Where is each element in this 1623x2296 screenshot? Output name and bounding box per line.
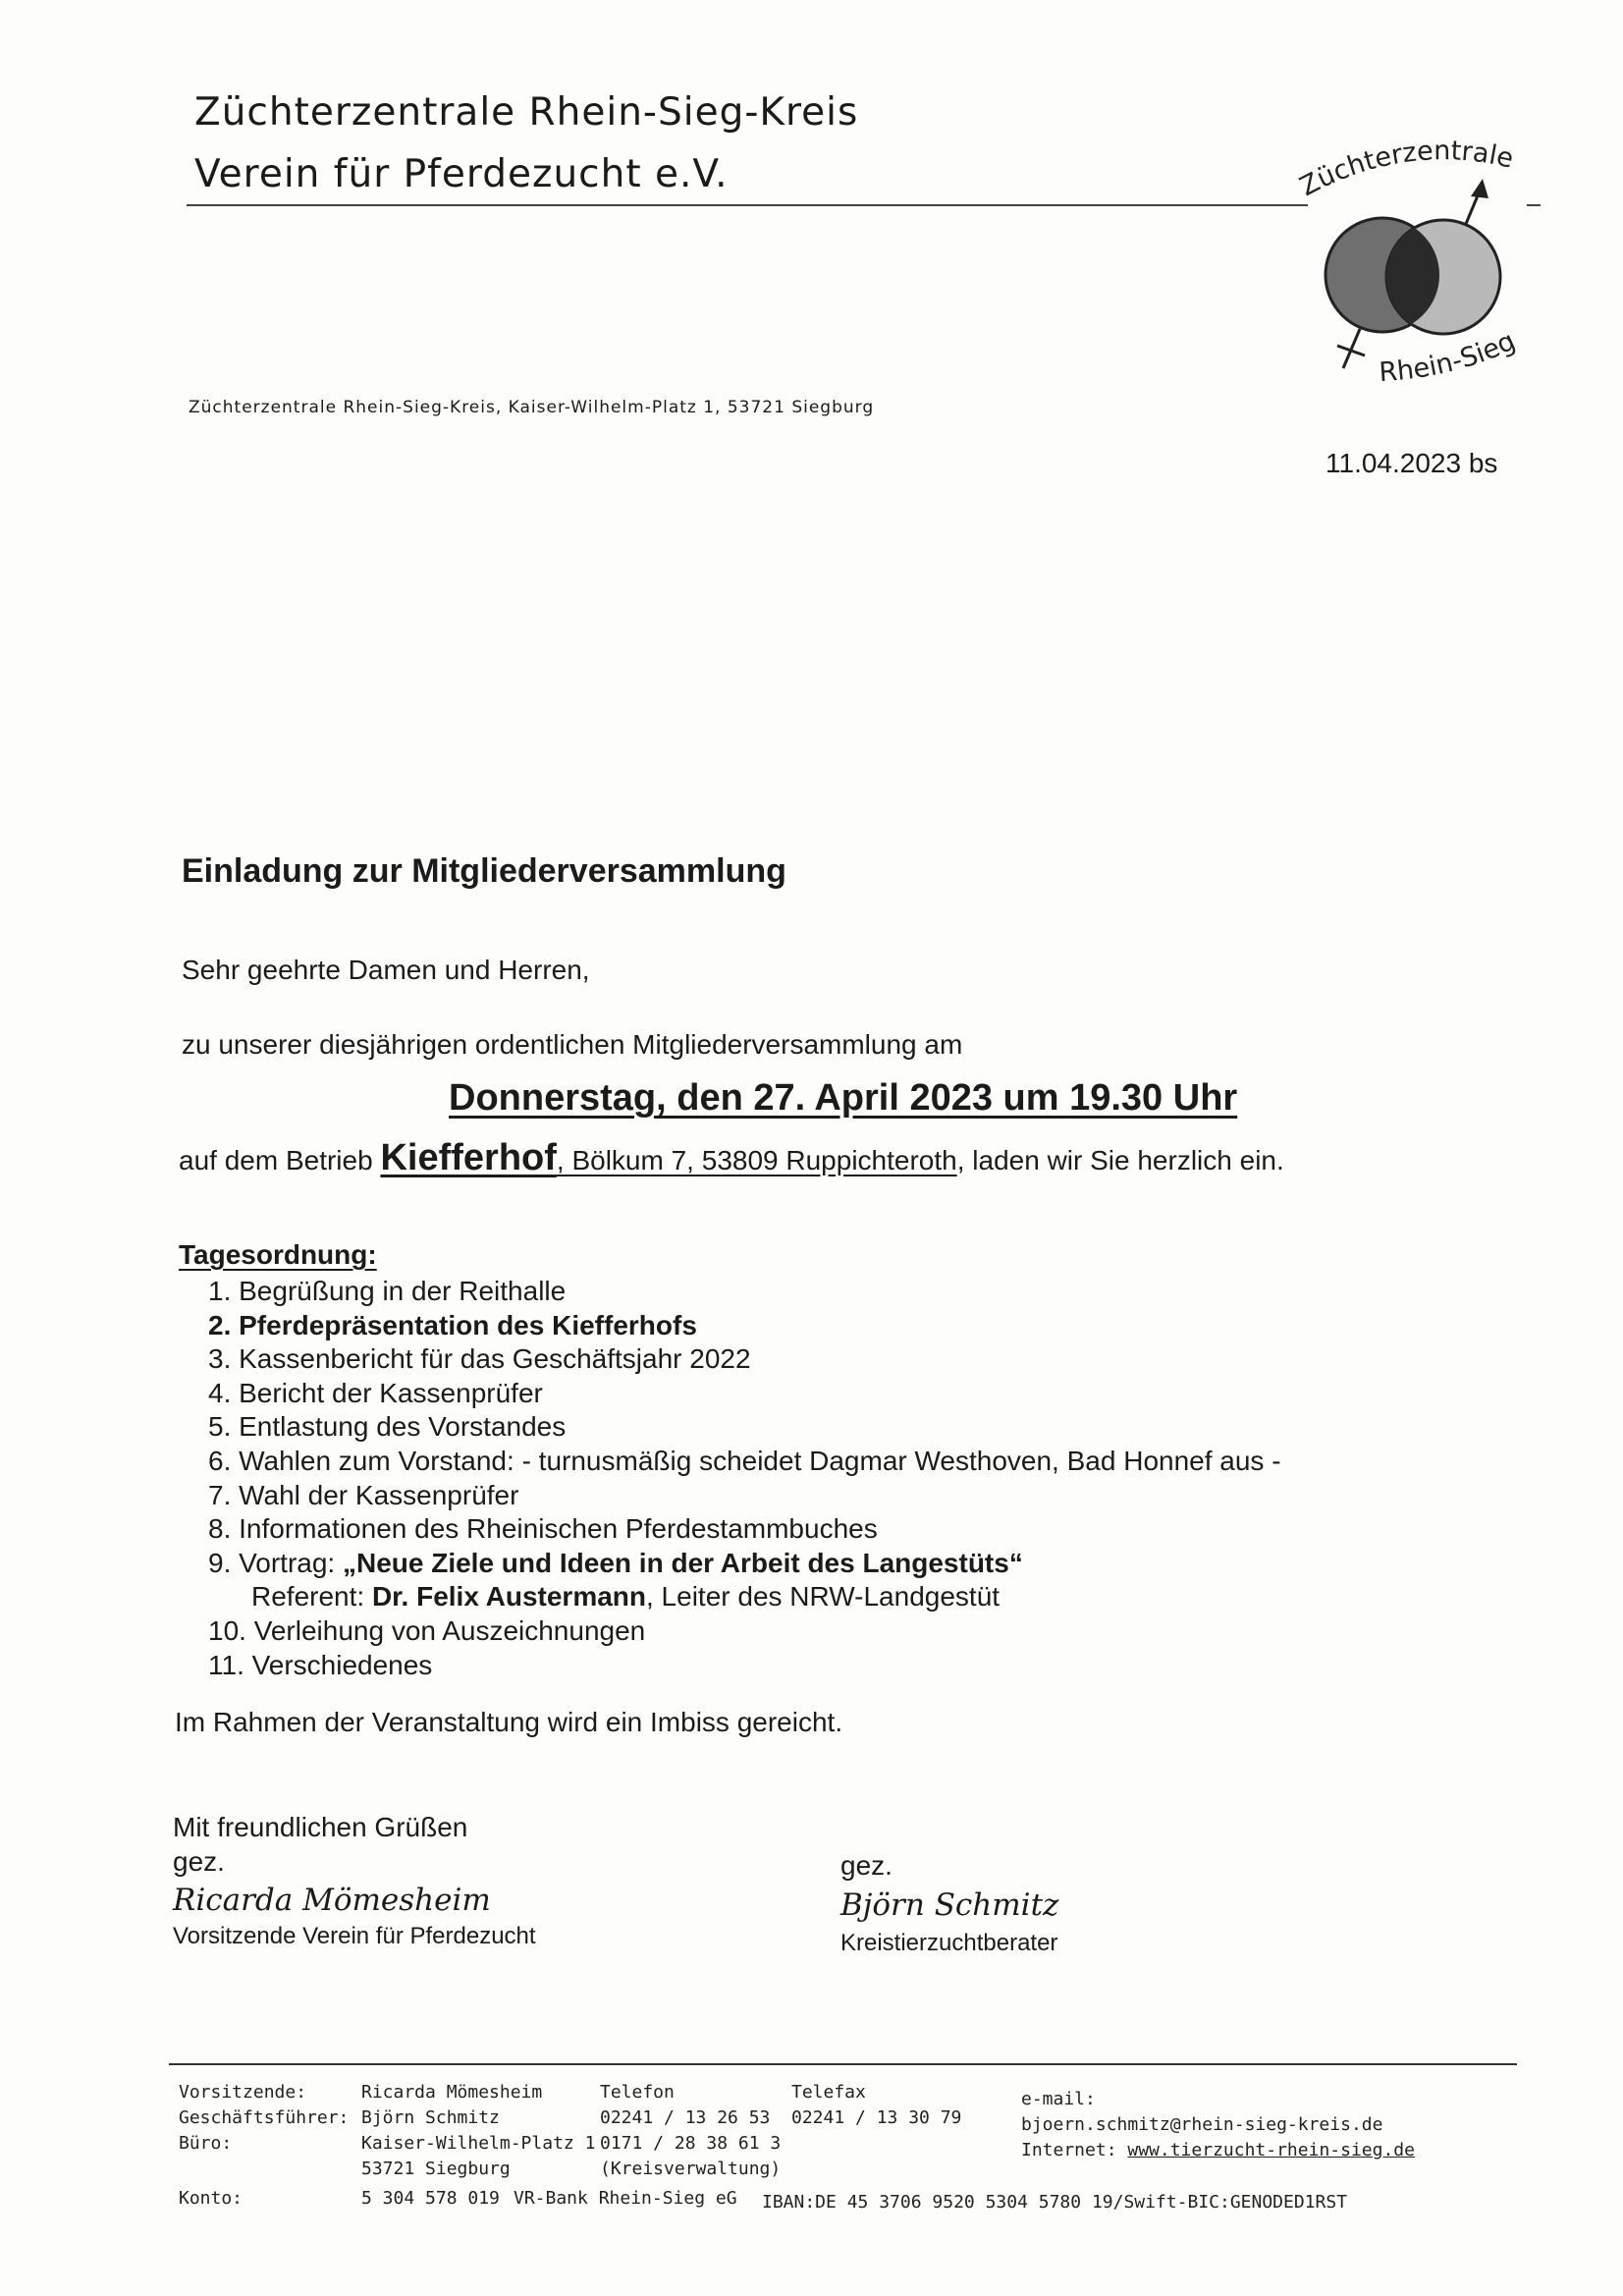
fax-number: 02241 / 13 30 79 xyxy=(791,2107,962,2128)
agenda-item: 7. Wahl der Kassenprüfer xyxy=(208,1479,519,1510)
lecture-referent xyxy=(208,1580,1281,1614)
agenda-title: Tagesordnung: xyxy=(179,1239,377,1270)
iban-bic: IBAN:DE 45 3706 9520 5304 5780 19/Swift-BIC:GENODED1RST xyxy=(762,2192,1348,2213)
agenda-item: 11. Verschiedenes xyxy=(208,1649,433,1680)
event-datetime: Donnerstag, den 27. April 2023 um 19.30 Uhr xyxy=(449,1077,1238,1119)
venue-name: Kiefferhof xyxy=(380,1137,557,1178)
venue-prefix: auf dem Betrieb xyxy=(179,1145,381,1175)
email-label: e-mail: xyxy=(1021,2089,1096,2109)
agenda-item: 8. Informationen des Rheinischen Pferdestammbuches xyxy=(208,1513,878,1545)
email-address[interactable]: bjoern.schmitz@rhein-sieg-kreis.de xyxy=(1021,2114,1383,2135)
venue-suffix: , laden wir Sie herzlich ein. xyxy=(956,1145,1284,1175)
breeders-logo xyxy=(1286,128,1551,412)
internet-label: Internet: xyxy=(1021,2140,1128,2160)
agenda-item: 4. Bericht der Kassenprüfer xyxy=(208,1377,543,1408)
agenda-item: 1. Begrüßung in der Reithalle xyxy=(208,1276,567,1306)
gez-left: gez. xyxy=(173,1846,225,1877)
footer-label: Geschäftsführer: xyxy=(179,2107,350,2128)
letter-date: 11.04.2023 bs xyxy=(1325,448,1498,478)
bank-name: VR-Bank Rhein-Sieg eG xyxy=(514,2188,737,2209)
agenda-item-lecture xyxy=(208,1547,1281,1581)
closing-note: Im Rahmen der Veranstaltung wird ein Imbiss gereicht. xyxy=(175,1707,843,1737)
footer-label: Vorsitzende: xyxy=(179,2082,307,2103)
referent-label: Referent: xyxy=(251,1581,372,1613)
lecture-title: „Neue Ziele und Ideen in der Arbeit des Langestüts“ xyxy=(342,1547,1023,1578)
footer-name: Björn Schmitz xyxy=(361,2107,500,2128)
role-chair: Vorsitzende Verein für Pferdezucht xyxy=(173,1923,536,1949)
footer-divider xyxy=(169,2063,1517,2065)
footer-contact xyxy=(1021,2087,1415,2163)
internet-line xyxy=(1021,2138,1415,2163)
internet-link[interactable]: www.tierzucht-rhein-sieg.de xyxy=(1127,2140,1415,2160)
role-advisor: Kreistierzuchtberater xyxy=(840,1930,1058,1956)
agenda-item: 6. Wahlen zum Vorstand: - turnusmäßig scheidet Dagmar Westhoven, Bad Honnef aus - xyxy=(208,1445,1281,1476)
footer-names xyxy=(361,2080,595,2182)
logo-text-bottom: Rhein-Sieg xyxy=(1378,325,1521,389)
greeting: Mit freundlichen Grüßen xyxy=(173,1812,468,1842)
phone-note: (Kreisverwaltung) xyxy=(600,2159,782,2179)
footer-label: Büro: xyxy=(179,2133,233,2154)
phone-number: 02241 / 13 26 53 xyxy=(600,2107,771,2128)
fax-label: Telefax xyxy=(791,2082,866,2103)
organization-name: Züchterzentrale Rhein-Sieg-Kreis xyxy=(194,90,859,135)
signature-chair: Ricarda Mömesheim xyxy=(173,1883,491,1918)
lecture-prefix: 9. Vortrag: xyxy=(208,1547,343,1578)
phone-number: 0171 / 28 38 61 3 xyxy=(600,2133,782,2154)
venue-paragraph xyxy=(179,1137,1416,1178)
agenda-item: 5. Entlastung des Vorstandes xyxy=(208,1411,567,1443)
letter-subject: Einladung zur Mitgliederversammlung xyxy=(182,852,786,890)
agenda-list xyxy=(208,1275,1281,1682)
header-divider xyxy=(187,204,1308,206)
referent-role: , Leiter des NRW-Landgestüt xyxy=(646,1581,1001,1613)
konto-label: Konto: xyxy=(179,2188,243,2209)
gez-right: gez. xyxy=(840,1850,893,1881)
return-address: Züchterzentrale Rhein-Sieg-Kreis, Kaiser-Wilhelm-Platz 1, 53721 Siegburg xyxy=(189,398,875,417)
signature-advisor: Björn Schmitz xyxy=(840,1887,1059,1923)
logo-text-top: Züchterzentrale xyxy=(1295,136,1517,203)
footer-address-line: 53721 Siegburg xyxy=(361,2159,511,2179)
footer-fax xyxy=(791,2080,961,2131)
referent-name: Dr. Felix Austermann xyxy=(371,1581,646,1613)
account-number: 5 304 578 019 xyxy=(361,2188,500,2209)
footer-address-line: Kaiser-Wilhelm-Platz 1 xyxy=(361,2133,596,2154)
footer-phone xyxy=(600,2080,781,2182)
agenda-item: 10. Verleihung von Auszeichnungen xyxy=(208,1614,646,1646)
venue-address: , Bölkum 7, 53809 Ruppichteroth xyxy=(556,1145,957,1175)
intro-text: zu unserer diesjährigen ordentlichen Mitgliederversammlung am xyxy=(182,1029,963,1060)
footer-name: Ricarda Mömesheim xyxy=(361,2082,543,2103)
phone-label: Telefon xyxy=(600,2082,675,2103)
footer-labels xyxy=(179,2080,349,2157)
agenda-item: 2. Pferdepräsentation des Kiefferhofs xyxy=(208,1309,697,1340)
agenda-item: 3. Kassenbericht für das Geschäftsjahr 2022 xyxy=(208,1343,751,1375)
organization-subtitle: Verein für Pferdezucht e.V. xyxy=(194,152,729,196)
salutation: Sehr geehrte Damen und Herren, xyxy=(182,955,590,985)
